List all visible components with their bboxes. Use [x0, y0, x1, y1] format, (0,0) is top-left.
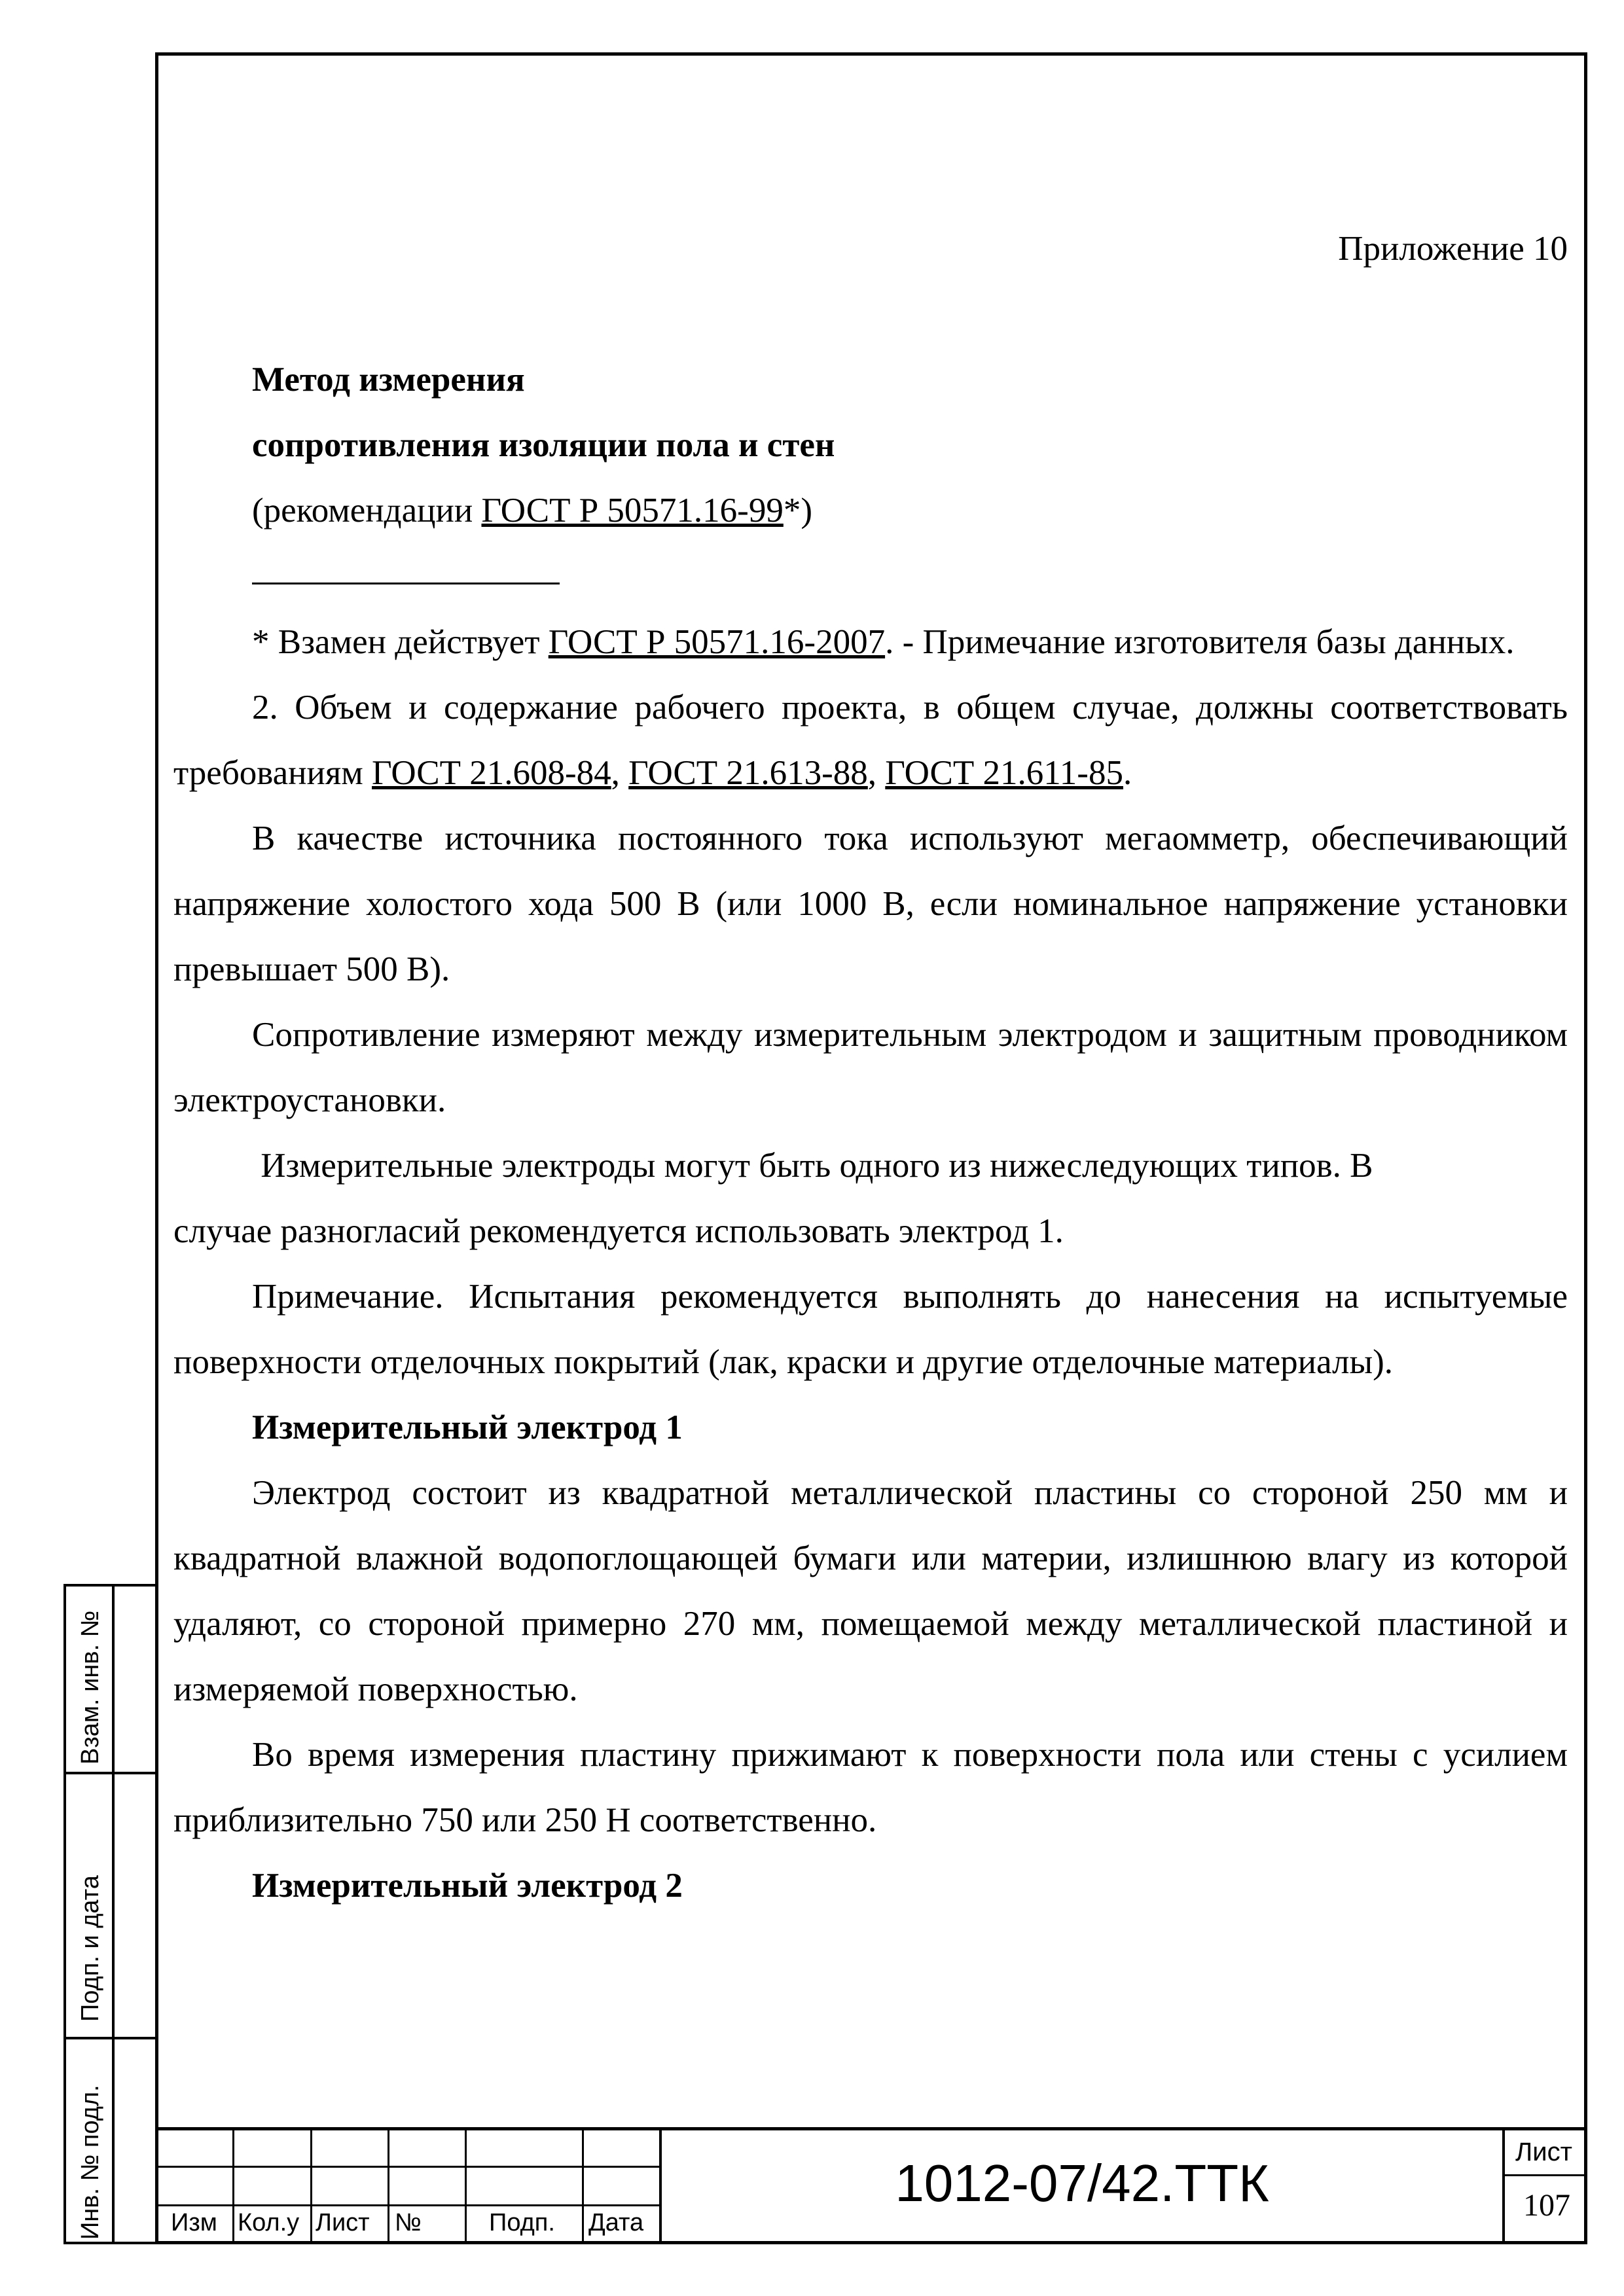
para2-sep1: ,	[611, 754, 629, 792]
paragraph-5-line2: случае разногласий рекомендуется использовать электрод 1.	[173, 1212, 1064, 1250]
stamp-izm: Изм	[171, 2209, 217, 2236]
paragraph-4: Сопротивление измеряют между измерительным электродом и защитным проводником электроустановки.	[173, 1016, 1568, 1119]
paragraph-2	[173, 675, 1568, 806]
stamp-sheet-line	[1502, 2174, 1587, 2176]
heading-electrode-1: Измерительный электрод 1	[252, 1408, 683, 1446]
sheet-label: Лист	[1515, 2138, 1572, 2166]
stamp-data: Дата	[588, 2209, 644, 2236]
para2-sep2: ,	[867, 754, 886, 792]
stamp-col-3	[388, 2127, 389, 2244]
stamp-top-line	[155, 2127, 1587, 2130]
gost-50571-16-99-link[interactable]: ГОСТ Р 50571.16-99	[481, 492, 784, 529]
gost-21-611-85-link[interactable]: ГОСТ 21.611-85	[885, 754, 1123, 792]
para2-suffix: .	[1123, 754, 1132, 792]
sheet-number: 107	[1523, 2188, 1570, 2223]
stamp-col-4	[465, 2127, 467, 2244]
footnote-suffix: . - Примечание изготовителя базы данных.	[885, 623, 1515, 661]
gost-21-613-88-link[interactable]: ГОСТ 21.613-88	[628, 754, 868, 792]
para2-text: 2. Объем и содержание рабочего проекта, в общем случае, должны соответствовать требованиям	[173, 689, 1568, 792]
paragraph-note: Примечание. Испытания рекомендуется выполнять до нанесения на испытуемые поверхности отделочных покрытий (лак, краски и другие отделочные материалы).	[173, 1278, 1568, 1381]
stamp-col-5	[582, 2127, 584, 2244]
paragraph-electrode-1: Электрод состоит из квадратной металлической пластины со стороной 250 мм и квадратной влажной водопоглощающей бумаги или материи, излишнюю влагу из которой удаляют, со стороной примерно 270 мм, помещаемой между металлической пластиной и измеряемой поверхностью.	[173, 1474, 1568, 1708]
paragraph-5-line1: Измерительные электроды могут быть одного из нижеследующих типов. В	[252, 1147, 1373, 1185]
gost-50571-16-2007-link[interactable]: ГОСТ Р 50571.16-2007	[548, 623, 886, 661]
document-title-line2: сопротивления изоляции пола и стен	[252, 426, 835, 464]
stamp-num: №	[395, 2209, 422, 2236]
side-row-separator-1	[66, 1772, 158, 1774]
gost-21-608-84-link[interactable]: ГОСТ 21.608-84	[372, 754, 611, 792]
stamp-col-2	[310, 2127, 312, 2244]
subtitle-prefix: (рекомендации	[252, 492, 482, 529]
document-title-line1: Метод измерения	[252, 361, 525, 399]
heading-electrode-2: Измерительный электрод 2	[252, 1867, 683, 1905]
paragraph-pressure: Во время измерения пластину прижимают к поверхности пола или стены с усилием приблизительно 750 или 250 Н соответственно.	[173, 1736, 1568, 1839]
subtitle-suffix: *)	[783, 492, 812, 529]
stamp-podp: Подп.	[489, 2209, 555, 2236]
footnote-separator	[252, 583, 560, 584]
side-divider	[112, 1587, 115, 2242]
side-label-inv: Инв. № подл.	[77, 2085, 104, 2240]
footnote	[173, 609, 1568, 675]
footnote-prefix: * Взамен действует	[252, 623, 549, 661]
stamp-list: Лист	[316, 2209, 370, 2236]
paragraph-3: В качестве источника постоянного тока используют мегаомметр, обеспечивающий напряжение холостого хода 500 В (или 1000 В, если номинальное напряжение установки превышает 500 В).	[173, 819, 1568, 988]
page-content	[173, 216, 1568, 1918]
side-label-podp: Подп. и дата	[77, 1875, 104, 2022]
document-subtitle	[173, 478, 1568, 543]
stamp-col-1	[232, 2127, 234, 2244]
side-stamp	[63, 1584, 155, 2244]
side-label-vzam: Взам. инв. №	[77, 1610, 104, 1765]
side-row-separator-2	[66, 2037, 158, 2039]
appendix-label: Приложение 10	[1338, 230, 1568, 268]
title-block	[155, 2127, 1587, 2244]
stamp-kolu: Кол.у	[238, 2209, 300, 2236]
document-code: 1012-07/42.ТТК	[895, 2154, 1269, 2212]
stamp-col-sheet	[1502, 2127, 1505, 2244]
